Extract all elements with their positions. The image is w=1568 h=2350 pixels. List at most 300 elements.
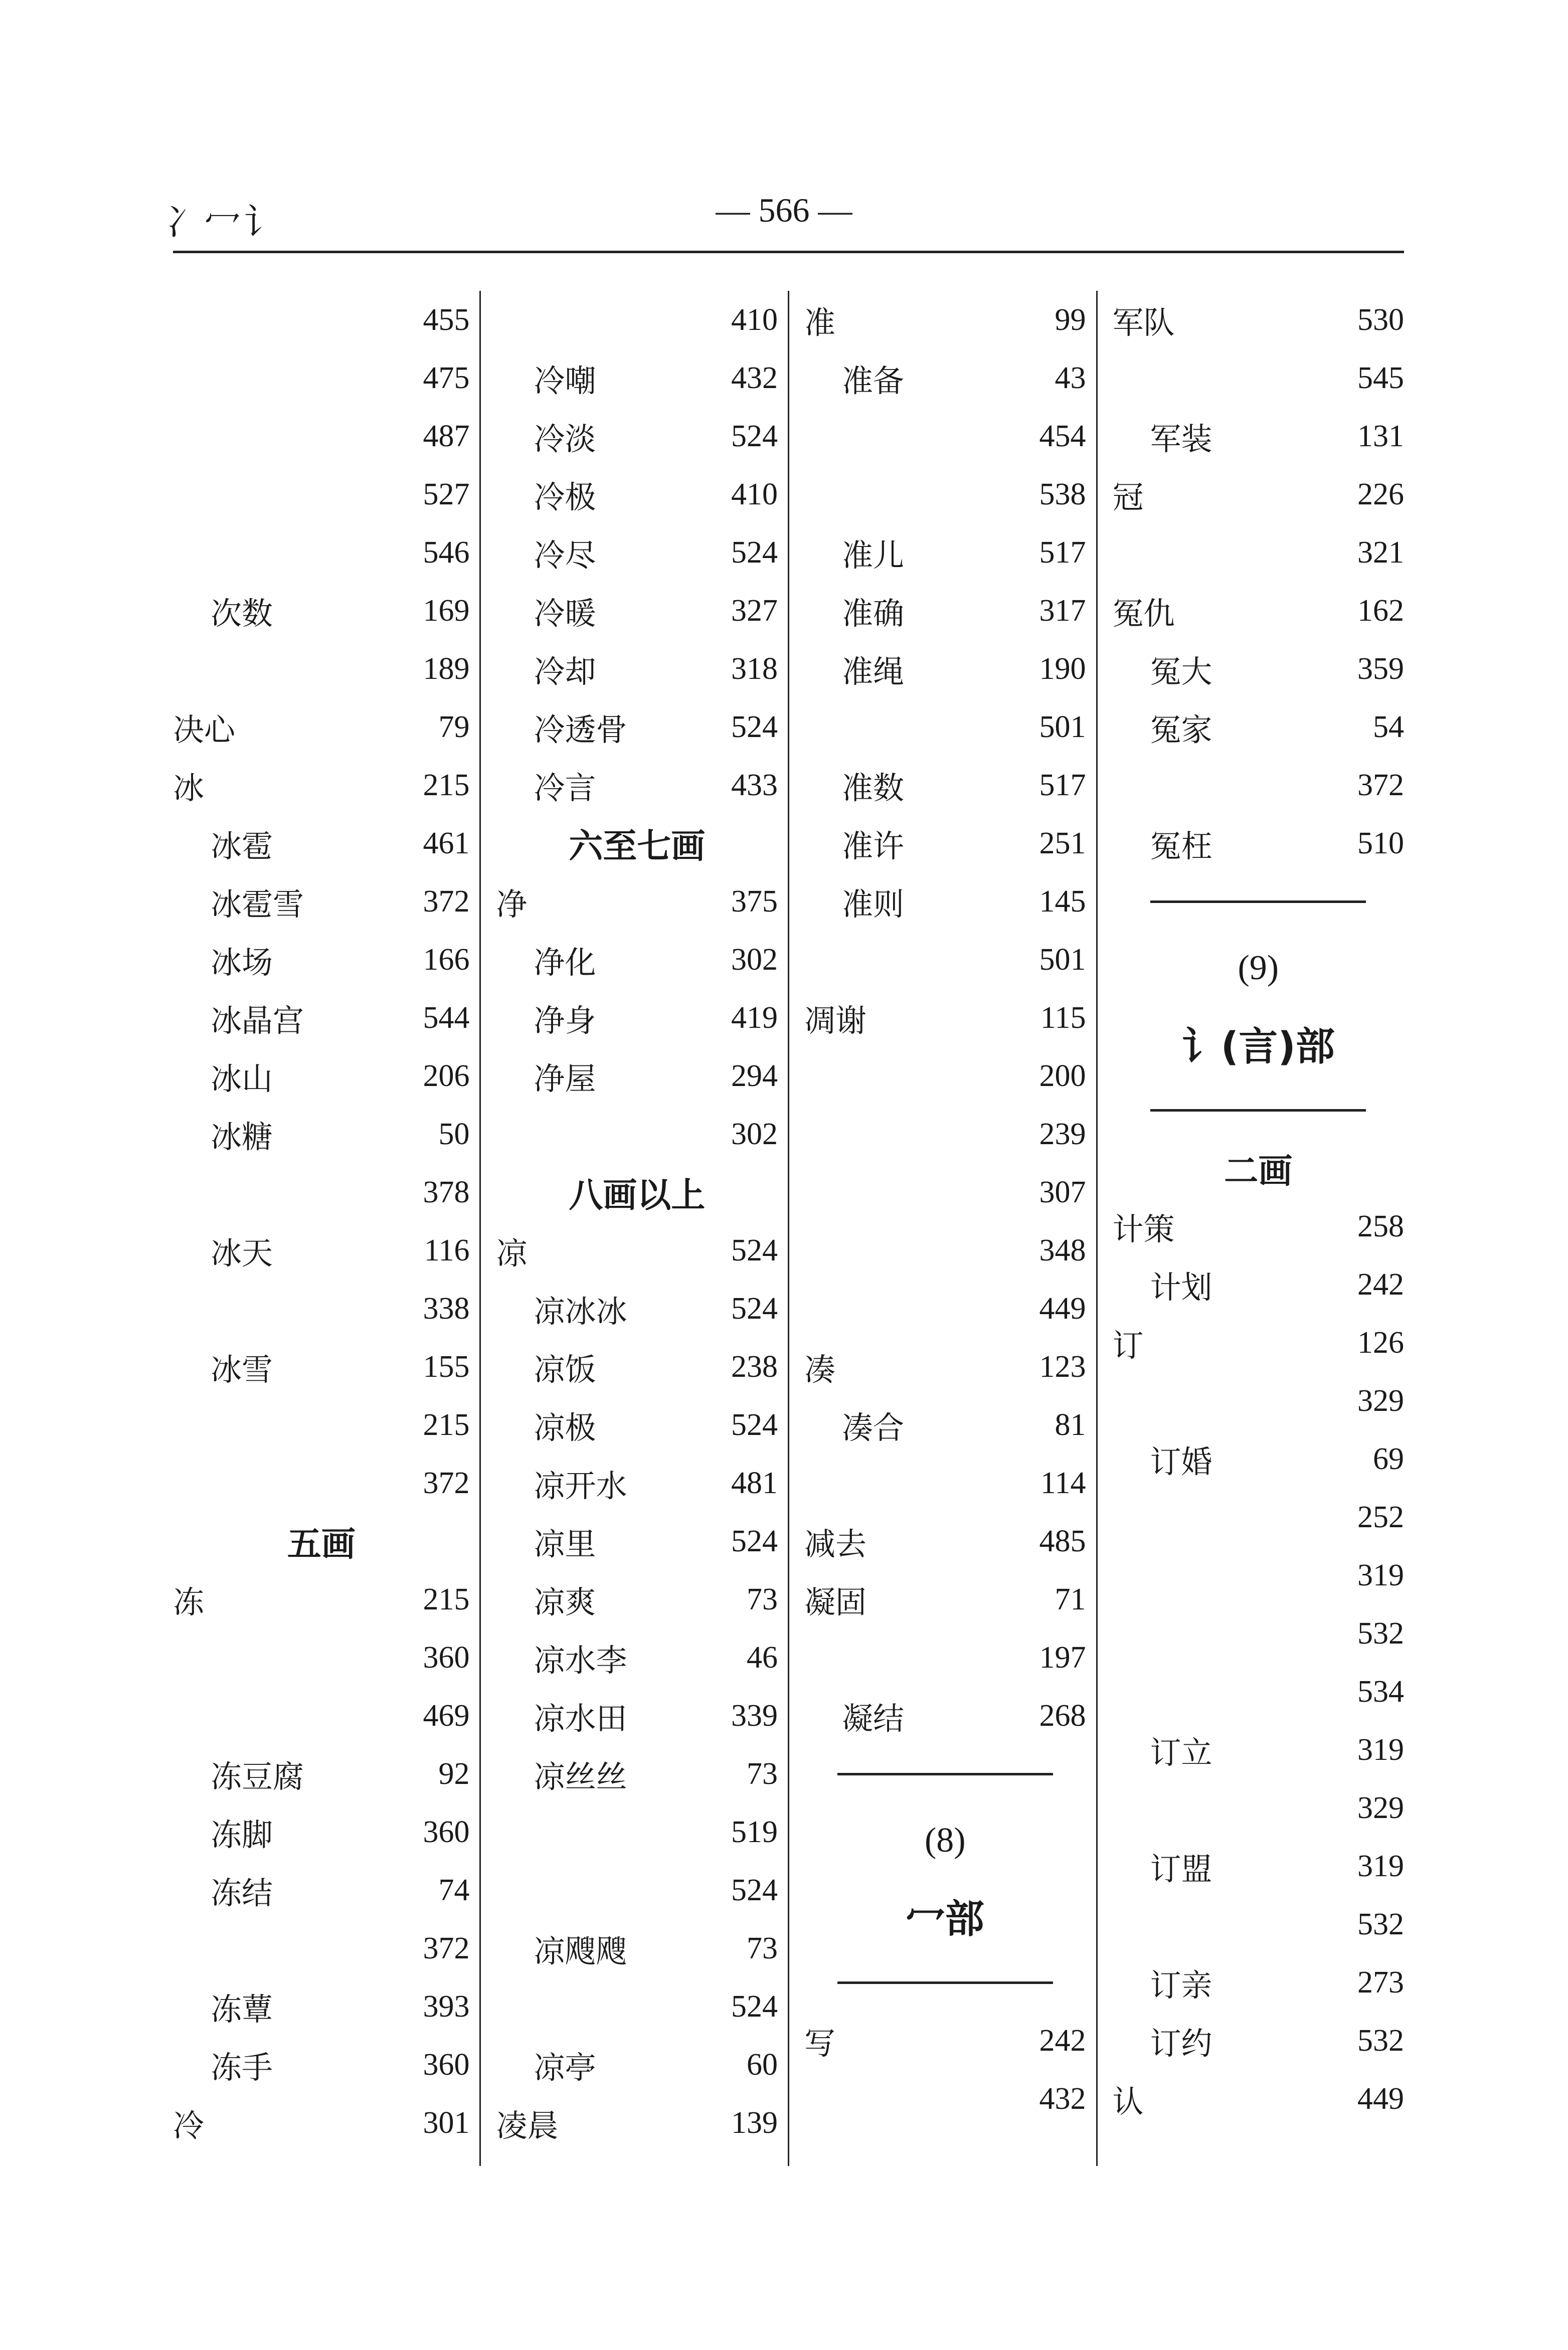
index-entry-sub <box>173 814 469 872</box>
entry-page-number: 79 <box>438 709 470 744</box>
page-number: — 566 — <box>716 191 852 229</box>
entry-page-number: 81 <box>1055 1407 1086 1442</box>
index-entry-sub <box>804 349 1086 407</box>
entry-page-number: 372 <box>423 1466 470 1500</box>
entry-page-number: 139 <box>731 2105 778 2140</box>
entry-term: 准绳 <box>842 653 905 690</box>
entry-page-number: 215 <box>423 1582 470 1616</box>
entry-term: 订约 <box>1150 2025 1212 2062</box>
entry-page-number: 372 <box>1357 768 1405 802</box>
index-entry-head <box>804 1570 1086 1629</box>
entry-term: 冷暖 <box>534 595 596 632</box>
section-number: (9) <box>1238 949 1279 987</box>
entry-page-number: 524 <box>731 1233 778 1268</box>
index-entry-sub <box>496 2036 778 2094</box>
entry-page-number: 302 <box>731 942 778 977</box>
index-entry-head <box>1113 465 1405 523</box>
index-entry-head <box>173 1570 469 1629</box>
entry-term: 冻 <box>173 1583 205 1620</box>
entry-page-number: 524 <box>731 1989 778 2024</box>
rule-line <box>1150 900 1366 903</box>
index-entry-sub <box>496 582 778 640</box>
index-entry-sub <box>173 1803 469 1861</box>
entry-page-number: 69 <box>1373 1441 1405 1476</box>
entry-page-number: 46 <box>747 1640 778 1675</box>
entry-term: 净化 <box>534 944 596 981</box>
index-column-1 <box>173 291 479 2166</box>
entry-term: 凉亭 <box>534 2049 596 2086</box>
entry-page-number: 321 <box>1357 535 1405 570</box>
entry-term: 计划 <box>1150 1269 1212 1306</box>
entry-page-number: 524 <box>731 709 778 744</box>
entry-term: 军队 <box>1112 304 1175 341</box>
index-entry-sub <box>496 1512 778 1570</box>
entry-page-number: 71 <box>1055 1582 1086 1616</box>
index-entry-head <box>1113 1197 1405 1255</box>
entry-page-number: 339 <box>731 1698 778 1733</box>
entry-page-number: 273 <box>1357 1965 1405 2000</box>
index-entry-sub <box>173 349 469 407</box>
entry-term: 冠 <box>1112 478 1144 515</box>
entry-term: 认 <box>1112 2083 1144 2120</box>
index-entry-sub <box>496 1105 778 1163</box>
entry-page-number: 319 <box>1357 1558 1405 1592</box>
index-entry-sub <box>1113 1546 1405 1604</box>
entry-page-number: 126 <box>1357 1325 1405 1360</box>
rule-line <box>837 1773 1053 1775</box>
entry-page-number: 538 <box>1039 477 1086 511</box>
index-entry-sub <box>496 349 778 407</box>
entry-term: 冰天 <box>211 1234 273 1272</box>
entry-term: 凌晨 <box>496 2107 559 2144</box>
entry-page-number: 532 <box>1357 1616 1405 1651</box>
index-entry-sub <box>496 1454 778 1512</box>
entry-term: 凉里 <box>534 1525 596 1562</box>
index-entry-sub <box>1113 698 1405 756</box>
index-entry-sub <box>496 989 778 1047</box>
entry-page-number: 54 <box>1373 709 1405 744</box>
entry-page-number: 329 <box>1357 1790 1405 1825</box>
entry-page-number: 123 <box>1039 1349 1086 1384</box>
index-entry-sub <box>173 1221 469 1280</box>
index-entry-sub <box>804 1396 1086 1454</box>
entry-page-number: 360 <box>423 1640 470 1675</box>
entry-page-number: 487 <box>423 419 470 453</box>
index-entry-head <box>1113 1314 1405 1372</box>
entry-page-number: 73 <box>747 1582 778 1616</box>
entry-page-number: 449 <box>1039 1291 1086 1326</box>
entry-page-number: 116 <box>424 1233 470 1268</box>
entry-term: 订盟 <box>1150 1850 1212 1887</box>
entry-term: 准则 <box>842 885 905 923</box>
entry-term: 冷 <box>173 2107 205 2144</box>
index-entry-head <box>496 2094 778 2152</box>
entry-page-number: 375 <box>731 884 778 919</box>
entry-page-number: 524 <box>731 1291 778 1326</box>
entry-page-number: 510 <box>1357 826 1405 860</box>
entry-term: 冷嘲 <box>534 362 596 399</box>
entry-page-number: 251 <box>1039 826 1086 860</box>
header-rule <box>173 251 1404 253</box>
entry-page-number: 190 <box>1039 651 1086 686</box>
index-entry-sub <box>1113 1663 1405 1721</box>
index-entry-sub <box>173 1919 469 1977</box>
entry-term: 减去 <box>804 1525 867 1562</box>
index-entry-sub <box>173 1861 469 1919</box>
index-entry-sub <box>173 640 469 698</box>
entry-term: 准 <box>804 304 836 341</box>
entry-term: 凋谢 <box>804 1002 867 1039</box>
index-entry-sub <box>1113 407 1405 465</box>
index-entry-sub <box>496 756 778 814</box>
entry-page-number: 114 <box>1040 1466 1086 1500</box>
entry-page-number: 131 <box>1357 419 1405 453</box>
entry-term: 冻结 <box>211 1874 273 1911</box>
entry-term: 订婚 <box>1150 1443 1212 1480</box>
index-entry-sub <box>1113 1895 1405 1953</box>
entry-page-number: 372 <box>423 884 470 919</box>
entry-page-number: 319 <box>1357 1849 1405 1883</box>
index-entry-sub <box>173 931 469 989</box>
entry-page-number: 268 <box>1039 1698 1086 1733</box>
index-entry-sub <box>496 523 778 582</box>
index-entry-sub <box>1113 1430 1405 1488</box>
index-entry-sub <box>173 1687 469 1745</box>
entry-page-number: 360 <box>423 2047 470 2082</box>
index-entry-head <box>804 291 1086 349</box>
entry-page-number: 517 <box>1039 535 1086 570</box>
entry-page-number: 319 <box>1357 1732 1405 1767</box>
entry-term: 凑合 <box>842 1409 905 1446</box>
section-rule <box>1113 1081 1405 1139</box>
entry-term: 冰 <box>173 769 205 806</box>
entry-page-number: 454 <box>1039 419 1086 453</box>
entry-page-number: 378 <box>423 1175 470 1209</box>
entry-term: 订 <box>1112 1327 1144 1364</box>
section-rule <box>804 1745 1086 1803</box>
index-entry-sub <box>1113 1953 1405 2012</box>
index-entry-sub <box>804 523 1086 582</box>
index-entry-sub <box>173 465 469 523</box>
entry-page-number: 99 <box>1055 302 1086 337</box>
index-entry-head <box>496 872 778 931</box>
index-entry-sub <box>804 1629 1086 1687</box>
index-entry-sub <box>804 465 1086 523</box>
entry-term: 冻脚 <box>211 1816 273 1853</box>
index-entry-sub <box>496 1570 778 1629</box>
index-entry-sub <box>173 523 469 582</box>
index-entry-sub <box>173 1629 469 1687</box>
entry-page-number: 301 <box>423 2105 470 2140</box>
entry-term: 净屋 <box>534 1060 596 1097</box>
stroke-count-heading: 六至七画 <box>569 826 706 866</box>
index-entry-sub <box>496 698 778 756</box>
index-entry-sub <box>173 1047 469 1105</box>
index-entry-sub <box>173 2036 469 2094</box>
index-entry-sub <box>804 1280 1086 1338</box>
index-entry-sub <box>804 931 1086 989</box>
entry-page-number: 329 <box>1357 1383 1405 1418</box>
rule-line <box>837 1981 1053 1984</box>
page-header <box>0 0 1568 271</box>
entry-page-number: 544 <box>423 1000 470 1035</box>
entry-page-number: 393 <box>423 1989 470 2024</box>
entry-page-number: 517 <box>1039 768 1086 802</box>
entry-term: 冷透骨 <box>534 711 627 748</box>
entry-page-number: 242 <box>1039 2023 1086 2058</box>
entry-page-number: 50 <box>438 1117 470 1151</box>
entry-page-number: 410 <box>731 302 778 337</box>
entry-page-number: 74 <box>438 1873 470 1907</box>
entry-term: 冻手 <box>211 2049 273 2086</box>
entry-term: 冤枉 <box>1150 827 1212 864</box>
entry-term: 冤大 <box>1150 653 1212 690</box>
index-entry-sub <box>496 1745 778 1803</box>
index-entry-sub <box>1113 1779 1405 1837</box>
entry-page-number: 419 <box>731 1000 778 1035</box>
index-entry-sub <box>1113 349 1405 407</box>
index-entry-sub <box>804 2070 1086 2128</box>
entry-page-number: 73 <box>747 1931 778 1965</box>
entry-page-number: 519 <box>731 1815 778 1849</box>
entry-term: 冰雹 <box>211 827 273 864</box>
index-entry-sub <box>496 465 778 523</box>
entry-term: 凝固 <box>804 1583 867 1620</box>
entry-term: 准许 <box>842 827 905 864</box>
index-entry-sub <box>173 1280 469 1338</box>
entry-page-number: 238 <box>731 1349 778 1384</box>
index-entry-sub <box>1113 2012 1405 2070</box>
entry-page-number: 485 <box>1039 1524 1086 1558</box>
entry-page-number: 532 <box>1357 2023 1405 2058</box>
index-entry-sub <box>173 1396 469 1454</box>
entry-page-number: 60 <box>747 2047 778 2082</box>
entry-term: 次数 <box>211 595 273 632</box>
entry-term: 订亲 <box>1150 1966 1212 2004</box>
rule-line <box>1150 1109 1366 1112</box>
index-entry-sub <box>173 1454 469 1512</box>
entry-term: 凉饭 <box>534 1351 596 1388</box>
entry-term: 冰场 <box>211 944 273 981</box>
entry-page-number: 317 <box>1039 593 1086 628</box>
entry-page-number: 294 <box>731 1058 778 1093</box>
entry-term: 军装 <box>1150 420 1212 457</box>
entry-page-number: 258 <box>1357 1209 1405 1243</box>
entry-page-number: 169 <box>423 593 470 628</box>
entry-page-number: 501 <box>1039 942 1086 977</box>
entry-page-number: 239 <box>1039 1117 1086 1151</box>
index-entry-head <box>1113 582 1405 640</box>
index-entry-sub <box>804 1454 1086 1512</box>
index-entry-head <box>1113 291 1405 349</box>
index-entry-sub <box>1113 1488 1405 1546</box>
index-entry-sub <box>1113 1255 1405 1314</box>
section-number: (8) <box>924 1821 966 1860</box>
entry-page-number: 145 <box>1039 884 1086 919</box>
index-entry-sub <box>496 1396 778 1454</box>
entry-term: 准确 <box>842 595 905 632</box>
index-entry-sub <box>804 756 1086 814</box>
index-entry-sub <box>804 1163 1086 1221</box>
entry-page-number: 410 <box>731 477 778 511</box>
index-column-2 <box>481 291 788 2166</box>
entry-term: 凉开水 <box>534 1467 627 1504</box>
index-entry-sub <box>496 1803 778 1861</box>
entry-page-number: 545 <box>1357 360 1405 395</box>
index-entry-sub <box>496 1047 778 1105</box>
index-entry-head <box>804 989 1086 1047</box>
entry-page-number: 327 <box>731 593 778 628</box>
index-entry-sub <box>173 872 469 931</box>
entry-page-number: 455 <box>423 302 470 337</box>
entry-page-number: 215 <box>423 1407 470 1442</box>
section-rule <box>1113 872 1405 931</box>
index-entry-sub <box>173 1745 469 1803</box>
entry-page-number: 197 <box>1039 1640 1086 1675</box>
index-entry-sub <box>804 1687 1086 1745</box>
index-entry-sub <box>173 291 469 349</box>
section-title: 讠(言)部 <box>1181 1024 1335 1069</box>
index-entry-sub <box>1113 814 1405 872</box>
index-entry-sub <box>496 1919 778 1977</box>
entry-page-number: 92 <box>438 1756 470 1791</box>
entry-term: 冰山 <box>211 1060 273 1097</box>
entry-page-number: 359 <box>1357 651 1405 686</box>
entry-term: 冷极 <box>534 478 596 515</box>
index-entry-sub <box>1113 756 1405 814</box>
index-entry-sub <box>1113 1721 1405 1779</box>
index-entry-sub <box>804 1105 1086 1163</box>
entry-term: 凉极 <box>534 1409 596 1446</box>
entry-page-number: 302 <box>731 1117 778 1151</box>
entry-term: 凉水李 <box>534 1642 627 1679</box>
entry-term: 净 <box>496 885 528 923</box>
index-entry-head <box>173 2094 469 2152</box>
entry-page-number: 348 <box>1039 1233 1086 1268</box>
entry-term: 计策 <box>1112 1210 1175 1247</box>
entry-page-number: 162 <box>1357 593 1405 628</box>
entry-page-number: 155 <box>423 1349 470 1384</box>
index-entry-sub <box>496 931 778 989</box>
index-entry-sub <box>496 1280 778 1338</box>
index-entry-sub <box>496 1977 778 2036</box>
index-column-3 <box>789 291 1096 2166</box>
stroke-count-heading: 八画以上 <box>569 1175 706 1215</box>
entry-page-number: 530 <box>1357 302 1405 337</box>
entry-term: 凑 <box>804 1351 836 1388</box>
index-entry-sub <box>1113 640 1405 698</box>
entry-page-number: 73 <box>747 1756 778 1791</box>
entry-page-number: 226 <box>1357 477 1405 511</box>
entry-page-number: 475 <box>423 360 470 395</box>
entry-page-number: 200 <box>1039 1058 1086 1093</box>
entry-page-number: 524 <box>731 1407 778 1442</box>
entry-term: 凉丝丝 <box>534 1758 627 1795</box>
index-entry-sub <box>173 407 469 465</box>
index-entry-sub <box>173 989 469 1047</box>
entry-page-number: 527 <box>423 477 470 511</box>
index-entry-sub <box>1113 1604 1405 1663</box>
entry-term: 冰雹雪 <box>211 885 304 923</box>
index-entry-head <box>173 756 469 814</box>
entry-page-number: 481 <box>731 1466 778 1500</box>
index-entry-sub <box>173 1338 469 1396</box>
index-entry-sub <box>496 640 778 698</box>
entry-term: 凝结 <box>842 1700 905 1737</box>
entry-page-number: 524 <box>731 1524 778 1558</box>
entry-term: 凉 <box>496 1234 528 1272</box>
entry-page-number: 189 <box>423 651 470 686</box>
entry-term: 订立 <box>1150 1734 1212 1771</box>
entry-term: 冷淡 <box>534 420 596 457</box>
entry-page-number: 524 <box>731 419 778 453</box>
section-rule <box>804 1953 1086 2012</box>
stroke-count-heading: 二画 <box>1224 1151 1293 1191</box>
entry-term: 凉水田 <box>534 1700 627 1737</box>
entry-page-number: 215 <box>423 768 470 802</box>
entry-page-number: 242 <box>1357 1267 1405 1302</box>
index-entry-sub <box>173 1977 469 2036</box>
entry-term: 凉冰冰 <box>534 1293 627 1330</box>
index-entry-sub <box>804 872 1086 931</box>
entry-page-number: 449 <box>1357 2081 1405 2116</box>
index-entry-sub <box>804 1047 1086 1105</box>
entry-term: 准数 <box>842 769 905 806</box>
index-entry-head <box>804 1338 1086 1396</box>
entry-term: 冻豆腐 <box>211 1758 304 1795</box>
entry-page-number: 372 <box>423 1931 470 1965</box>
entry-term: 冷言 <box>534 769 596 806</box>
entry-term: 决心 <box>173 711 236 748</box>
section-title: 冖部 <box>906 1897 984 1942</box>
entry-term: 净身 <box>534 1002 596 1039</box>
entry-term: 冤仇 <box>1112 595 1175 632</box>
entry-page-number: 206 <box>423 1058 470 1093</box>
entry-page-number: 461 <box>423 826 470 860</box>
index-entry-sub <box>1113 523 1405 582</box>
stroke-count-heading: 五画 <box>287 1524 356 1564</box>
entry-page-number: 360 <box>423 1815 470 1849</box>
entry-page-number: 524 <box>731 535 778 570</box>
index-entry-head <box>173 698 469 756</box>
index-entry-sub <box>496 1338 778 1396</box>
entry-page-number: 318 <box>731 651 778 686</box>
entry-page-number: 115 <box>1040 1000 1086 1035</box>
index-entry-sub <box>173 1105 469 1163</box>
index-columns <box>173 291 1404 2166</box>
index-entry-head <box>804 2012 1086 2070</box>
radical-range-label: 冫冖讠 <box>165 201 283 243</box>
entry-page-number: 433 <box>731 768 778 802</box>
index-entry-head <box>804 1512 1086 1570</box>
index-entry-sub <box>496 1861 778 1919</box>
entry-term: 冰糖 <box>211 1118 273 1155</box>
index-entry-head <box>496 1221 778 1280</box>
entry-page-number: 501 <box>1039 709 1086 744</box>
entry-page-number: 432 <box>731 360 778 395</box>
entry-term: 准备 <box>842 362 905 399</box>
entry-page-number: 338 <box>423 1291 470 1326</box>
entry-page-number: 532 <box>1357 1907 1405 1941</box>
index-entry-sub <box>1113 1372 1405 1430</box>
index-entry-sub <box>804 640 1086 698</box>
entry-term: 冷却 <box>534 653 596 690</box>
entry-page-number: 432 <box>1039 2081 1086 2116</box>
index-entry-head <box>1113 2070 1405 2128</box>
entry-term: 凉爽 <box>534 1583 596 1620</box>
entry-term: 冤家 <box>1150 711 1212 748</box>
index-entry-sub <box>496 1687 778 1745</box>
